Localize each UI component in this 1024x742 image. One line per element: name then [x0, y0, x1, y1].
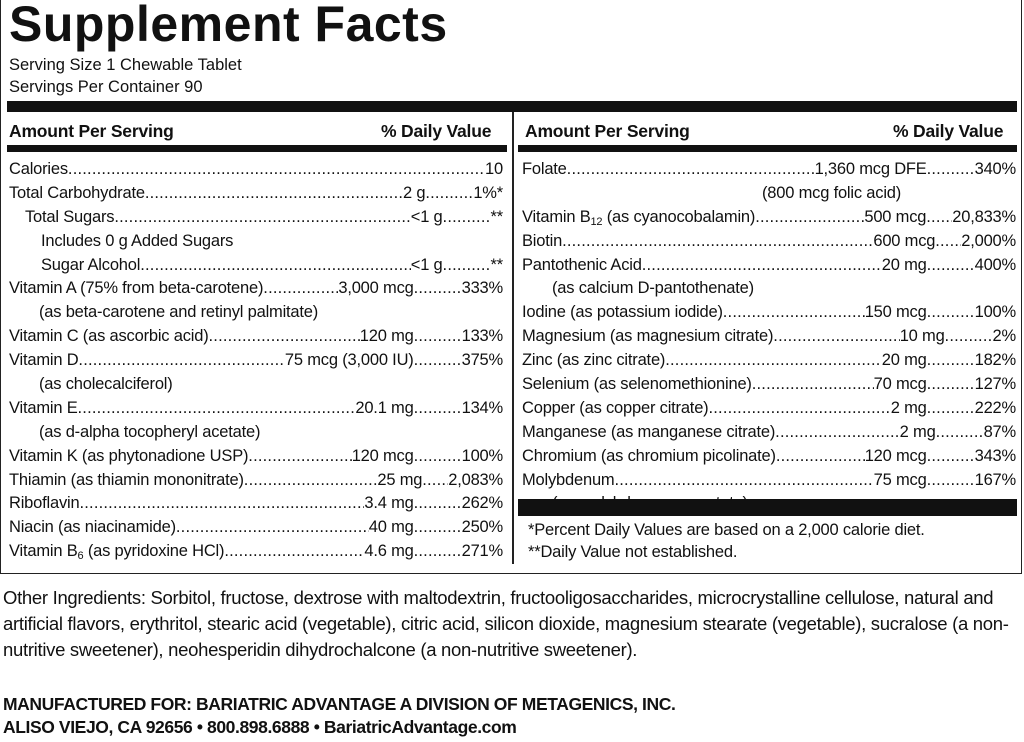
nutrient-name: Copper (as copper citrate)	[522, 398, 709, 417]
nutrient-name: Vitamin C (as ascorbic acid)	[9, 327, 209, 346]
panel-title: Supplement Facts	[9, 0, 448, 52]
right-amount-header: Amount Per Serving	[525, 121, 690, 141]
manufacturer-contact: ALISO VIEJO, CA 92656 • 800.898.6888 • BariatricAdvantage.com	[3, 717, 517, 737]
nutrient-label	[522, 373, 752, 397]
nutrient-amount: 1,360 mcg DFE	[814, 160, 927, 178]
leader-dots	[614, 469, 873, 493]
leader-dots	[422, 469, 448, 493]
nutrient-label	[9, 182, 145, 206]
nutrient-form: (as cyanocobalamin)	[602, 207, 756, 226]
nutrient-row	[522, 206, 1016, 230]
nutrient-daily-value: 375%	[461, 351, 503, 370]
nutrient-amount: 3,000 mcg	[338, 279, 414, 298]
leader-dots	[263, 277, 338, 301]
right-nutrient-column	[522, 158, 1016, 516]
nutrient-continuation: (as d-alpha tocopheryl acetate)	[39, 422, 261, 441]
nutrient-subscript: 6	[77, 550, 84, 563]
nutrient-label	[522, 421, 775, 445]
nutrient-row	[9, 516, 503, 540]
nutrient-row	[9, 325, 503, 349]
nutrient-daily-value: 20,833%	[952, 207, 1016, 226]
leader-dots	[776, 445, 865, 469]
leader-dots	[945, 325, 993, 349]
nutrient-label	[522, 325, 773, 349]
nutrient-daily-value: 2%	[992, 327, 1016, 346]
nutrient-amount: 75 mcg	[873, 470, 927, 489]
leader-dots	[927, 158, 975, 182]
nutrient-name: Magnesium (as magnesium citrate)	[522, 327, 774, 346]
nutrient-form: (as pyridoxine HCl)	[83, 542, 225, 561]
leader-dots	[775, 421, 900, 445]
nutrient-name: Niacin (as niacinamide)	[9, 518, 176, 537]
nutrient-amount: 70 mcg	[873, 375, 927, 394]
nutrient-amount: 75 mcg (3,000 IU)	[284, 351, 414, 370]
nutrient-daily-value: 400%	[974, 255, 1016, 274]
servings-per-container: Servings Per Container 90	[9, 78, 203, 96]
leader-dots	[723, 301, 865, 325]
nutrient-name: Total Carbohydrate	[9, 183, 145, 202]
nutrient-label	[9, 469, 244, 493]
nutrient-label	[522, 445, 776, 469]
nutrient-daily-value: **	[490, 255, 503, 274]
nutrient-label	[522, 469, 614, 493]
left-dv-header: % Daily Value	[381, 121, 492, 141]
nutrient-row	[9, 206, 503, 230]
leader-dots	[68, 158, 485, 182]
leader-dots	[752, 373, 874, 397]
leader-dots	[926, 206, 952, 230]
leader-dots	[176, 516, 369, 540]
nutrient-label	[9, 516, 176, 540]
other-ingredients: Other Ingredients: Sorbitol, fructose, dextrose with maltodextrin, fructooligosaccharides, microcrystalline cellulose, natural and artificial flavors, erythritol, stearic acid (vegetable), citric acid, silicon dioxide, magnesium stearate (vegetable), sucralose (a non-nutritive sweetener), neohesperidin dihydrochalcone (a non-nutritive sweetener).	[3, 587, 1009, 660]
nutrient-name: Riboflavin	[9, 494, 80, 513]
nutrient-name: Vitamin A (75% from beta-carotene)	[9, 279, 264, 298]
nutrient-name: Vitamin E	[9, 398, 78, 417]
nutrient-label	[522, 158, 567, 182]
nutrient-amount: 20 mg	[881, 255, 927, 274]
leader-dots	[425, 182, 473, 206]
nutrient-daily-value: 2,083%	[448, 470, 503, 489]
nutrient-label	[522, 230, 562, 254]
nutrient-daily-value: 100%	[974, 303, 1016, 322]
nutrient-name: Calories	[9, 160, 68, 178]
nutrient-row	[522, 445, 1016, 469]
nutrient-label	[41, 230, 233, 254]
leader-dots	[414, 325, 462, 349]
nutrient-row	[522, 373, 1016, 397]
nutrient-name: Molybdenum	[522, 470, 615, 489]
nutrient-amount: <1 g	[410, 207, 443, 226]
nutrient-label	[9, 158, 68, 182]
leader-dots	[414, 492, 462, 516]
nutrient-continuation: (as cholecalciferol)	[39, 375, 173, 394]
nutrient-label	[522, 301, 723, 325]
nutrient-row	[522, 469, 1016, 493]
nutrient-daily-value: 250%	[461, 518, 503, 537]
leader-dots	[927, 301, 975, 325]
leader-dots	[562, 230, 873, 254]
nutrient-daily-value: 87%	[983, 422, 1016, 441]
nutrient-row	[9, 397, 503, 421]
nutrient-row	[9, 254, 503, 278]
leader-dots	[79, 492, 364, 516]
leader-dots	[209, 325, 360, 349]
leader-dots	[665, 349, 882, 373]
leader-dots	[936, 421, 984, 445]
leader-dots	[443, 206, 491, 230]
nutrient-name: Includes 0 g Added Sugars	[41, 231, 234, 250]
left-nutrient-column	[9, 158, 503, 564]
leader-dots	[244, 469, 378, 493]
footnote-dv-not-established: **Daily Value not established.	[528, 543, 738, 561]
nutrient-subscript: 12	[590, 215, 603, 228]
nutrient-daily-value: 100%	[461, 446, 503, 465]
nutrient-label	[9, 540, 224, 564]
leader-dots	[567, 158, 815, 182]
left-amount-header: Amount Per Serving	[9, 121, 174, 141]
footnote-rule	[518, 499, 1017, 516]
nutrient-amount: 20 mg	[881, 351, 927, 370]
leader-dots	[414, 397, 462, 421]
leader-dots	[755, 206, 864, 230]
nutrient-continuation: (800 mcg folic acid)	[762, 183, 902, 202]
leader-dots	[927, 349, 975, 373]
nutrient-row	[9, 158, 503, 182]
nutrient-daily-value: 167%	[974, 470, 1016, 489]
nutrient-name: Vitamin B	[9, 542, 78, 561]
nutrient-daily-value: 182%	[974, 351, 1016, 370]
nutrient-row	[522, 254, 1016, 278]
leader-dots	[414, 516, 462, 540]
leader-dots	[414, 445, 462, 469]
nutrient-row	[9, 182, 503, 206]
leader-dots	[773, 325, 899, 349]
nutrient-row	[522, 301, 1016, 325]
nutrient-daily-value: 262%	[461, 494, 503, 513]
leader-dots	[642, 254, 882, 278]
nutrient-name: Vitamin D	[9, 351, 79, 370]
nutrient-name: Selenium (as selenomethionine)	[522, 375, 752, 394]
leader-dots	[78, 349, 285, 373]
nutrient-row	[9, 492, 503, 516]
nutrient-row	[522, 397, 1016, 421]
leader-dots	[708, 397, 890, 421]
nutrient-label	[522, 254, 642, 278]
nutrient-label	[522, 397, 708, 421]
leader-dots	[927, 469, 975, 493]
nutrient-label	[41, 254, 140, 278]
nutrient-daily-value: 1%*	[473, 183, 503, 202]
nutrient-label	[9, 349, 78, 373]
leader-dots	[927, 373, 975, 397]
nutrient-daily-value: 340%	[974, 160, 1016, 178]
nutrient-amount: 600 mcg	[873, 231, 936, 250]
nutrient-daily-value: 343%	[974, 446, 1016, 465]
nutrient-name: Vitamin K (as phytonadione USP)	[9, 446, 249, 465]
nutrient-name: Total Sugars	[25, 207, 115, 226]
leader-dots	[414, 349, 462, 373]
nutrient-name: Vitamin B	[522, 207, 591, 226]
nutrient-daily-value: 222%	[974, 398, 1016, 417]
nutrient-amount: 2 g	[402, 183, 426, 202]
leader-dots	[78, 397, 356, 421]
leader-dots	[140, 254, 411, 278]
nutrient-amount: 120 mg	[359, 327, 414, 346]
column-divider	[512, 112, 514, 564]
nutrient-continuation: (as beta-carotene and retinyl palmitate)	[39, 303, 319, 322]
nutrient-label	[9, 445, 248, 469]
leader-dots	[248, 445, 351, 469]
nutrient-row	[9, 445, 503, 469]
nutrient-label	[9, 492, 79, 516]
nutrient-amount: 10	[485, 160, 503, 178]
serving-size: Serving Size 1 Chewable Tablet	[9, 56, 242, 74]
nutrient-row	[522, 421, 1016, 445]
nutrient-daily-value: 127%	[974, 375, 1016, 394]
nutrient-amount: 25 mg	[377, 470, 423, 489]
nutrient-name: Biotin	[522, 231, 563, 250]
nutrient-name: Folate	[522, 160, 567, 178]
nutrient-name: Iodine (as potassium iodide)	[522, 303, 723, 322]
leader-dots	[114, 206, 410, 230]
nutrient-label	[9, 277, 263, 301]
leader-dots	[927, 254, 975, 278]
nutrient-row	[9, 277, 503, 301]
nutrient-name: Zinc (as zinc citrate)	[522, 351, 666, 370]
nutrient-label	[9, 325, 209, 349]
leader-dots	[443, 254, 491, 278]
leader-dots	[935, 230, 961, 254]
nutrient-amount: <1 g	[410, 255, 443, 274]
right-dv-header: % Daily Value	[893, 121, 1004, 141]
nutrient-name: Thiamin (as thiamin mononitrate)	[9, 470, 244, 489]
right-header-rule	[518, 145, 1017, 152]
nutrient-amount: 120 mcg	[864, 446, 927, 465]
nutrient-amount: 120 mcg	[351, 446, 414, 465]
nutrient-amount: 40 mg	[368, 518, 414, 537]
nutrient-amount: 500 mcg	[864, 207, 927, 226]
leader-dots	[927, 397, 975, 421]
nutrient-amount: 20.1 mg	[355, 398, 414, 417]
nutrient-amount: 10 mg	[899, 327, 945, 346]
nutrient-label	[522, 349, 665, 373]
nutrient-label	[522, 206, 755, 230]
footnote-percent-dv: *Percent Daily Values are based on a 2,000 calorie diet.	[528, 521, 925, 539]
leader-dots	[145, 182, 403, 206]
nutrient-daily-value: 271%	[461, 542, 503, 561]
nutrient-amount: 150 mcg	[864, 303, 927, 322]
nutrient-row	[522, 158, 1016, 182]
left-header-rule	[7, 145, 507, 152]
nutrient-continuation: (as calcium D-pantothenate)	[552, 279, 754, 298]
nutrient-amount: 2 mg	[899, 422, 936, 441]
nutrient-daily-value: 134%	[461, 398, 503, 417]
nutrient-daily-value: 333%	[461, 279, 503, 298]
nutrient-name: Pantothenic Acid	[522, 255, 642, 274]
nutrient-row	[522, 349, 1016, 373]
nutrient-label	[9, 397, 78, 421]
nutrient-row	[9, 540, 503, 564]
nutrient-amount: 3.4 mg	[364, 494, 414, 513]
nutrient-name: Manganese (as manganese citrate)	[522, 422, 776, 441]
nutrient-row	[9, 230, 503, 254]
nutrient-row	[9, 349, 503, 373]
thick-divider	[7, 101, 1017, 112]
leader-dots	[414, 540, 462, 564]
nutrient-daily-value: 133%	[461, 327, 503, 346]
leader-dots	[927, 445, 975, 469]
nutrient-name: Chromium (as chromium picolinate)	[522, 446, 776, 465]
manufacturer-line: MANUFACTURED FOR: BARIATRIC ADVANTAGE A DIVISION OF METAGENICS, INC.	[3, 694, 676, 714]
leader-dots	[414, 277, 462, 301]
nutrient-row	[522, 230, 1016, 254]
nutrient-amount: 2 mg	[890, 398, 927, 417]
nutrient-amount: 4.6 mg	[364, 542, 414, 561]
nutrient-row	[522, 325, 1016, 349]
nutrient-name: Sugar Alcohol	[41, 255, 141, 274]
nutrient-row	[9, 469, 503, 493]
leader-dots	[224, 540, 364, 564]
nutrient-daily-value: **	[490, 207, 503, 226]
nutrient-label	[25, 206, 114, 230]
nutrient-daily-value: 2,000%	[961, 231, 1016, 250]
